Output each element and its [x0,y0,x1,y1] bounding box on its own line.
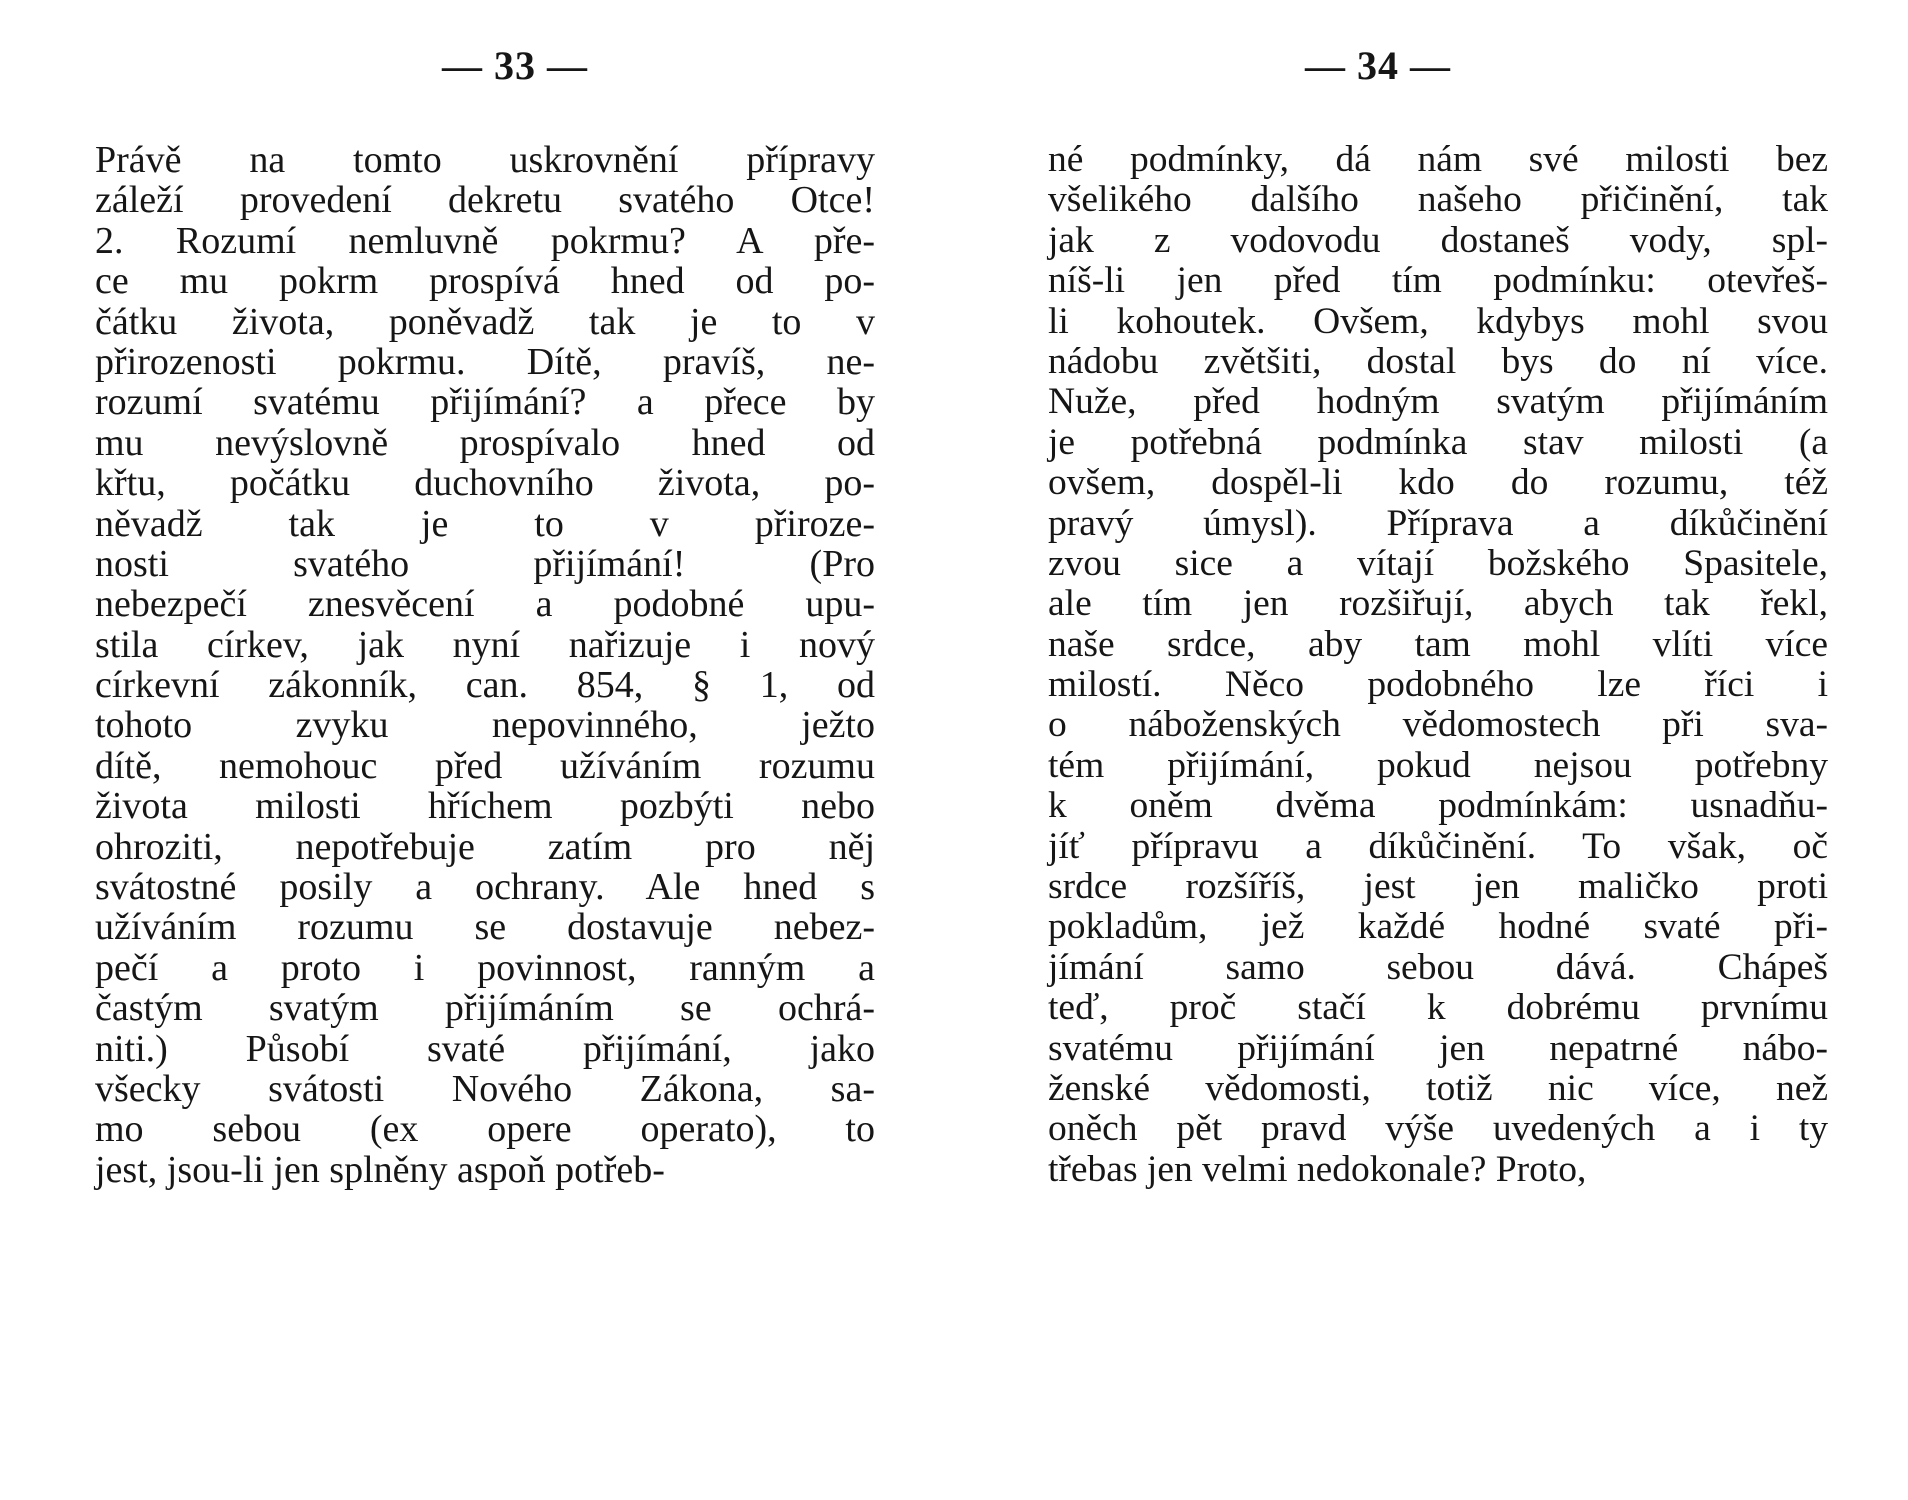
text-line: pokladům, jež každé hodné svaté při- [1048,906,1828,948]
text-line: naše srdce, aby tam mohl vlíti více [1048,623,1828,665]
text-line: dítě, nemohouc před užíváním rozumu [95,744,875,787]
right-page [1048,0,1828,1500]
text-line: mu nevýslovně prospívalo hned od [95,421,875,464]
left-page [95,0,875,1500]
text-line: církevní zákonník, can. 854, § 1, od [95,664,875,707]
text-line: užíváním rozumu se dostavuje nebez- [95,906,875,949]
text-line: ohroziti, nepotřebuje zatím pro něj [95,825,875,868]
text-line: jak z vodovodu dostaneš vody, spl- [1048,219,1828,261]
text-line: je potřebná podmínka stav milosti (a [1048,421,1828,463]
text-line: niti.) Působí svaté přijímání, jako [95,1027,875,1070]
text-line: oněch pět pravd výše uvedených a i ty [1048,1108,1828,1150]
text-line: častým svatým přijímáním se ochrá- [95,987,875,1030]
text-line: zvou sice a vítají božského Spasitele, [1048,542,1828,584]
text-line: svátostné posily a ochrany. Ale hned s [95,866,875,909]
text-line: milostí. Něco podobného lze říci i [1048,664,1828,706]
text-line: tohoto zvyku nepovinného, ježto [95,704,875,747]
text-line: nosti svatého přijímání! (Pro [95,542,875,585]
text-line: k oněm dvěma podmínkám: usnadňu- [1048,785,1828,827]
text-line: Nuže, před hodným svatým přijímáním [1048,381,1828,423]
text-line: ženské vědomosti, totiž nic více, než [1048,1067,1828,1109]
text-line: jíť přípravu a díkůčinění. To však, oč [1048,825,1828,867]
text-line: třebas jen velmi nedokonale? Proto, [1048,1148,1587,1190]
text-line: rozumí svatému přijímání? a přece by [95,381,875,424]
text-line: li kohoutek. Ovšem, kdybys mohl svou [1048,300,1828,342]
text-line: Právě na tomto uskrovnění přípravy [95,139,875,181]
text-line: stila církev, jak nyní nařizuje i nový [95,623,875,666]
text-line: života milosti hříchem pozbýti nebo [95,785,875,828]
text-line: o náboženských vědomostech při sva- [1048,704,1828,746]
text-line: ale tím jen rozšiřují, abych tak řekl, [1048,583,1828,625]
text-line: ovšem, dospěl-li kdo do rozumu, též [1048,462,1828,504]
page-text [95,140,875,1190]
text-line: nádobu zvětšiti, dostal bys do ní více. [1048,340,1828,382]
page-text [1048,140,1828,1190]
text-line: teď, proč stačí k dobrému prvnímu [1048,987,1828,1029]
text-line: všelikého dalšího našeho přičinění, tak [1048,179,1828,221]
text-line: nebezpečí znesvěcení a podobné upu- [95,583,875,626]
text-line: 2. Rozumí nemluvně pokrmu? A pře- [95,219,875,262]
text-line: něvadž tak je to v přiroze- [95,502,875,545]
text-line: jímání samo sebou dává. Chápeš [1048,946,1828,988]
text-line: čátku života, poněvadž tak je to v [95,300,875,343]
text-line: křtu, počátku duchovního života, po- [95,462,875,505]
text-line: pravý úmysl). Příprava a díkůčinění [1048,502,1828,544]
text-line: mo sebou (ex opere operato), to [95,1108,875,1151]
page-number: — 34 — [1305,43,1451,88]
text-line: ce mu pokrm prospívá hned od po- [95,260,875,303]
text-line: svatému přijímání jen nepatrné nábo- [1048,1027,1828,1069]
text-line: srdce rozšíříš, jest jen maličko proti [1048,866,1828,908]
text-line: pečí a proto i povinnost, ranným a [95,946,875,989]
text-line: přirozenosti pokrmu. Dítě, pravíš, ne- [95,340,875,383]
text-line: všecky svátosti Nového Zákona, sa- [95,1067,875,1110]
text-line: níš-li jen před tím podmínku: otevřeš- [1048,260,1828,302]
text-line: tém přijímání, pokud nejsou potřebny [1048,744,1828,786]
text-line: né podmínky, dá nám své milosti bez [1048,139,1828,180]
text-line: jest, jsou-li jen splněny aspoň potřeb- [95,1148,665,1191]
text-line: záleží provedení dekretu svatého Otce! [95,179,875,222]
page-number: — 33 — [442,43,588,88]
